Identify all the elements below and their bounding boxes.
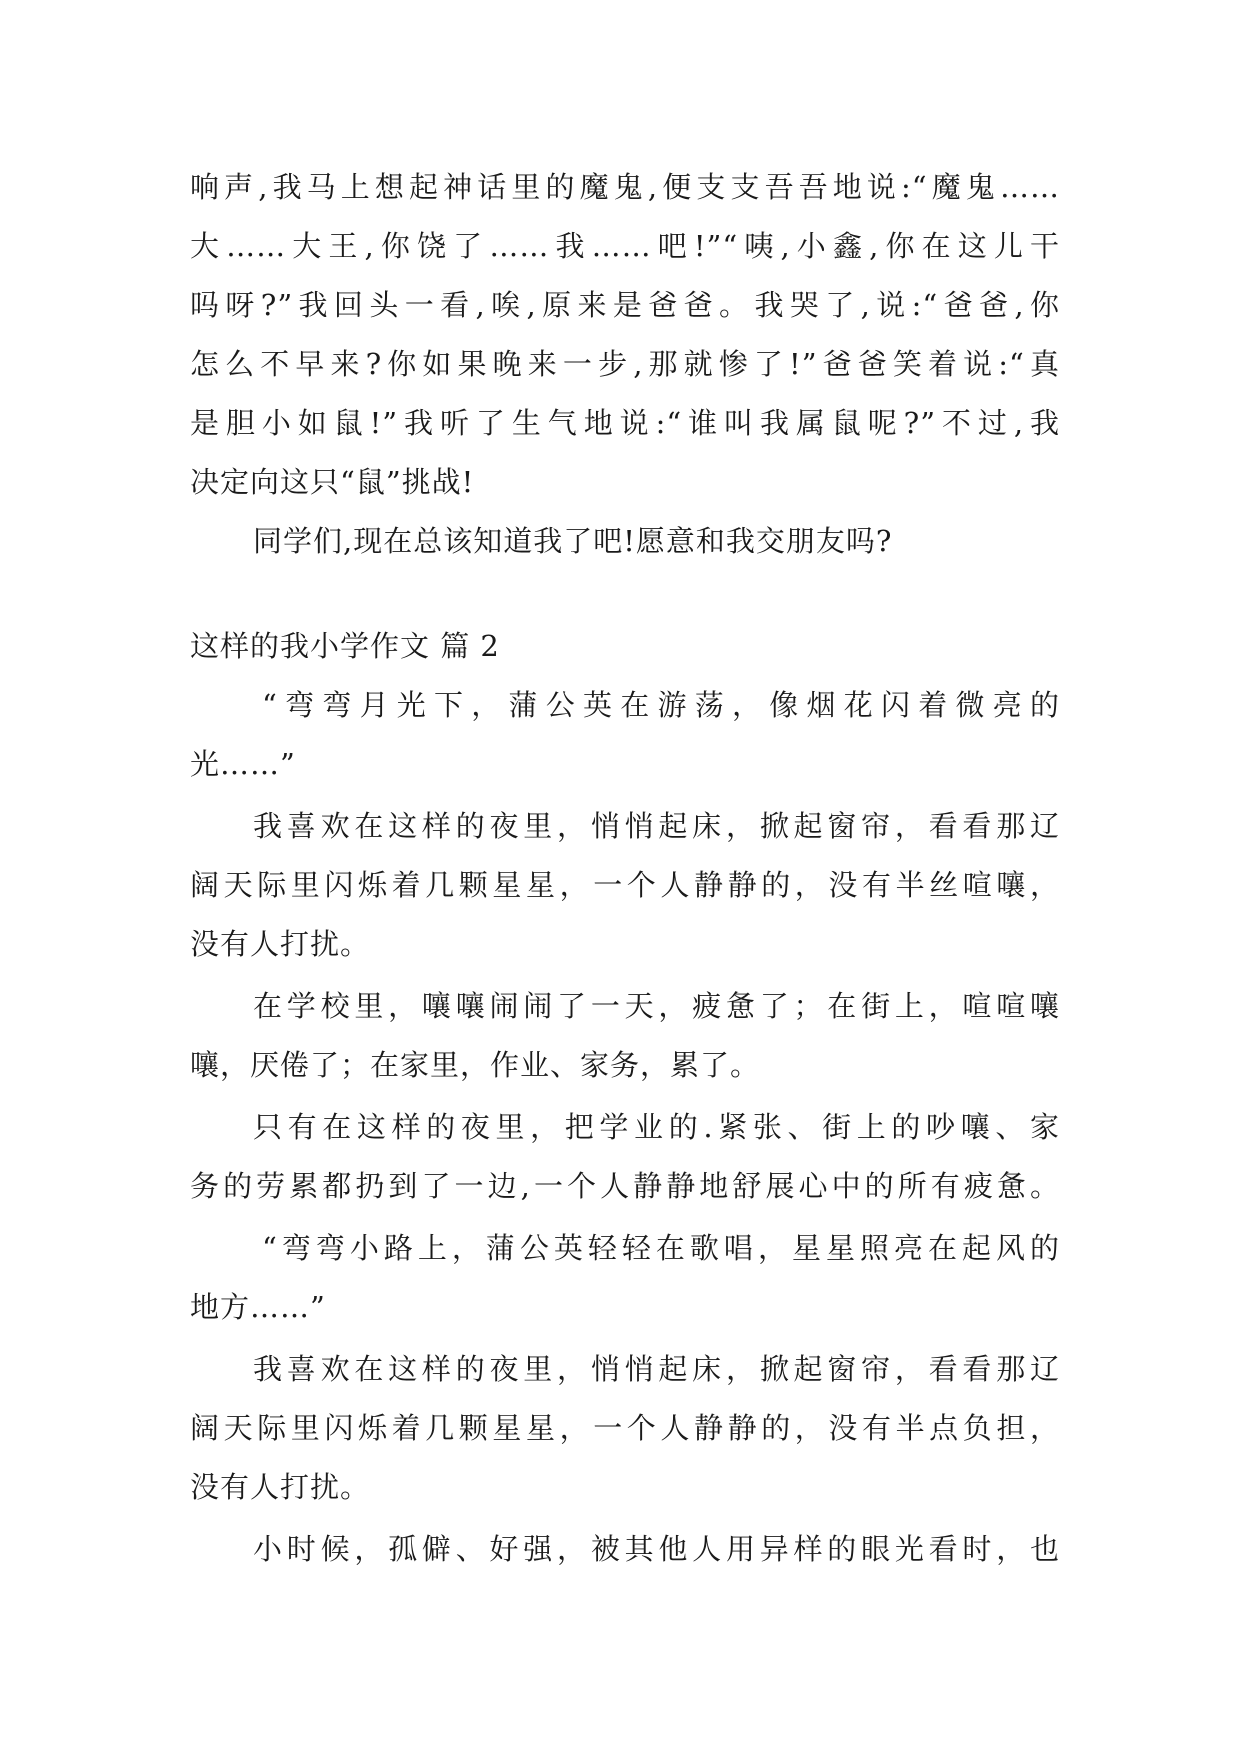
paragraph-line: 是胆小如鼠!”我听了生气地说:“谁叫我属鼠呢?”不过,我 — [190, 406, 1060, 440]
paragraph-line: 嚷，厌倦了；在家里，作业、家务，累了。 — [190, 1048, 761, 1082]
paragraph-line: 响声,我马上想起神话里的魔鬼,便支支吾吾地说:“魔鬼…… — [190, 170, 1060, 204]
paragraph-line: 没有人打扰。 — [190, 1470, 371, 1504]
section-heading: 这样的我小学作文 篇 2 — [190, 629, 500, 663]
paragraph-line: 小时候，孤僻、好强，被其他人用异样的眼光看时，也 — [253, 1532, 1060, 1566]
paragraph-line: 没有人打扰。 — [190, 927, 371, 961]
paragraph-line: 决定向这只“鼠”挑战! — [190, 465, 475, 499]
paragraph-line: 我喜欢在这样的夜里，悄悄起床，掀起窗帘，看看那辽 — [253, 809, 1060, 843]
paragraph-line: 阔天际里闪烁着几颗星星，一个人静静的，没有半点负担， — [190, 1411, 1060, 1445]
paragraph-line: “弯弯小路上，蒲公英轻轻在歌唱，星星照亮在起风的 — [262, 1231, 1060, 1265]
paragraph-line: 吗呀?”我回头一看,唉,原来是爸爸。我哭了,说:“爸爸,你 — [190, 288, 1060, 322]
closing-paragraph: 同学们,现在总该知道我了吧!愿意和我交朋友吗? — [253, 524, 893, 558]
paragraph-line: 光……” — [190, 747, 296, 781]
paragraph-line: 务的劳累都扔到了一边,一个人静静地舒展心中的所有疲惫。 — [190, 1169, 1060, 1203]
paragraph-line: 地方……” — [190, 1290, 326, 1324]
paragraph-line: 阔天际里闪烁着几颗星星，一个人静静的，没有半丝喧嚷， — [190, 868, 1060, 902]
paragraph-line: “弯弯月光下，蒲公英在游荡，像烟花闪着微亮的 — [262, 688, 1060, 722]
paragraph-line: 怎么不早来?你如果晚来一步,那就惨了!”爸爸笑着说:“真 — [190, 347, 1060, 381]
paragraph-line: 在学校里，嚷嚷闹闹了一天，疲惫了；在街上，喧喧嚷 — [253, 989, 1060, 1023]
paragraph-line: 我喜欢在这样的夜里，悄悄起床，掀起窗帘，看看那辽 — [253, 1352, 1060, 1386]
paragraph-line: 大……大王,你饶了……我……吧!”“咦,小鑫,你在这儿干 — [190, 229, 1060, 263]
paragraph-line: 只有在这样的夜里，把学业的.紧张、街上的吵嚷、家 — [253, 1110, 1060, 1144]
